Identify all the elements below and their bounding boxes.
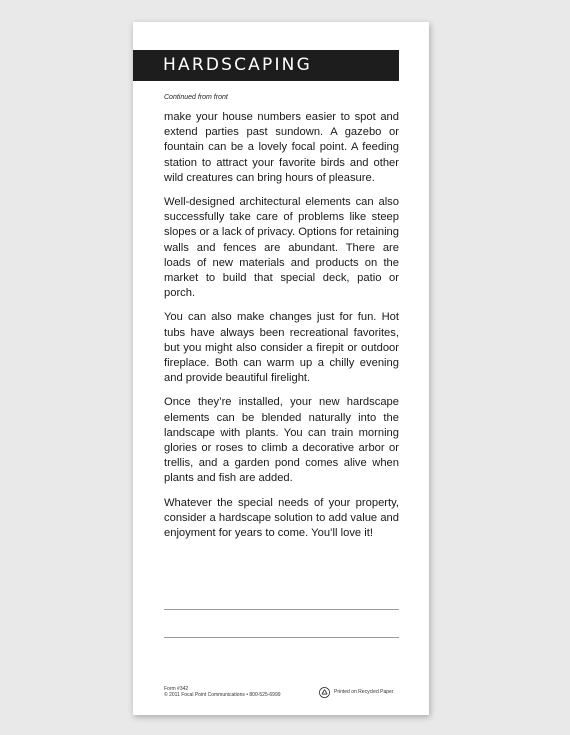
paragraph: Once they’re installed, your new hardscape elements can be blended naturally into the landscape with plants. You can train morning glories or roses to climb a decorative arbor or trellis, and a garden pond comes alive when plants and fish are added. bbox=[164, 396, 399, 485]
recycled-label: Printed on Recycled Paper bbox=[334, 689, 394, 695]
continued-label: Continued from front bbox=[164, 94, 228, 101]
write-in-line bbox=[164, 609, 399, 610]
body-text bbox=[164, 110, 399, 550]
page-title: HARDSCAPING bbox=[163, 55, 312, 75]
title-banner bbox=[133, 50, 399, 81]
recycled-note bbox=[319, 686, 393, 698]
paragraph: Whatever the special needs of your property, consider a hardscape solution to add value and enjoyment for years to come. You’ll love it! bbox=[164, 496, 399, 540]
copyright-text: © 2011 Focal Point Communications • 800-525-6999 bbox=[164, 692, 281, 698]
flyer-card bbox=[133, 22, 429, 715]
paragraph: Well-designed architectural elements can also successfully take care of problems like steep slopes or a lack of privacy. Options for retaining walls and fences are abundant. There are loads of new materials and products on the market to build that special deck, patio or porch. bbox=[164, 196, 399, 300]
paragraph: You can also make changes just for fun. Hot tubs have always been recreational favorites, but you might also consider a firepit or outdoor fireplace. Both can warm up a chilly evening and provide beautiful firelight. bbox=[164, 311, 399, 385]
form-number: Form #342 bbox=[164, 686, 189, 692]
paragraph: make your house numbers easier to spot and extend parties past sundown. A gazebo or fountain can be a lovely focal point. A feeding station to attract your favorite birds and other wild creatures can bring hours of pleasure. bbox=[164, 111, 399, 184]
write-in-line bbox=[164, 637, 399, 638]
recycle-icon bbox=[319, 687, 330, 698]
footer-info bbox=[164, 686, 281, 698]
